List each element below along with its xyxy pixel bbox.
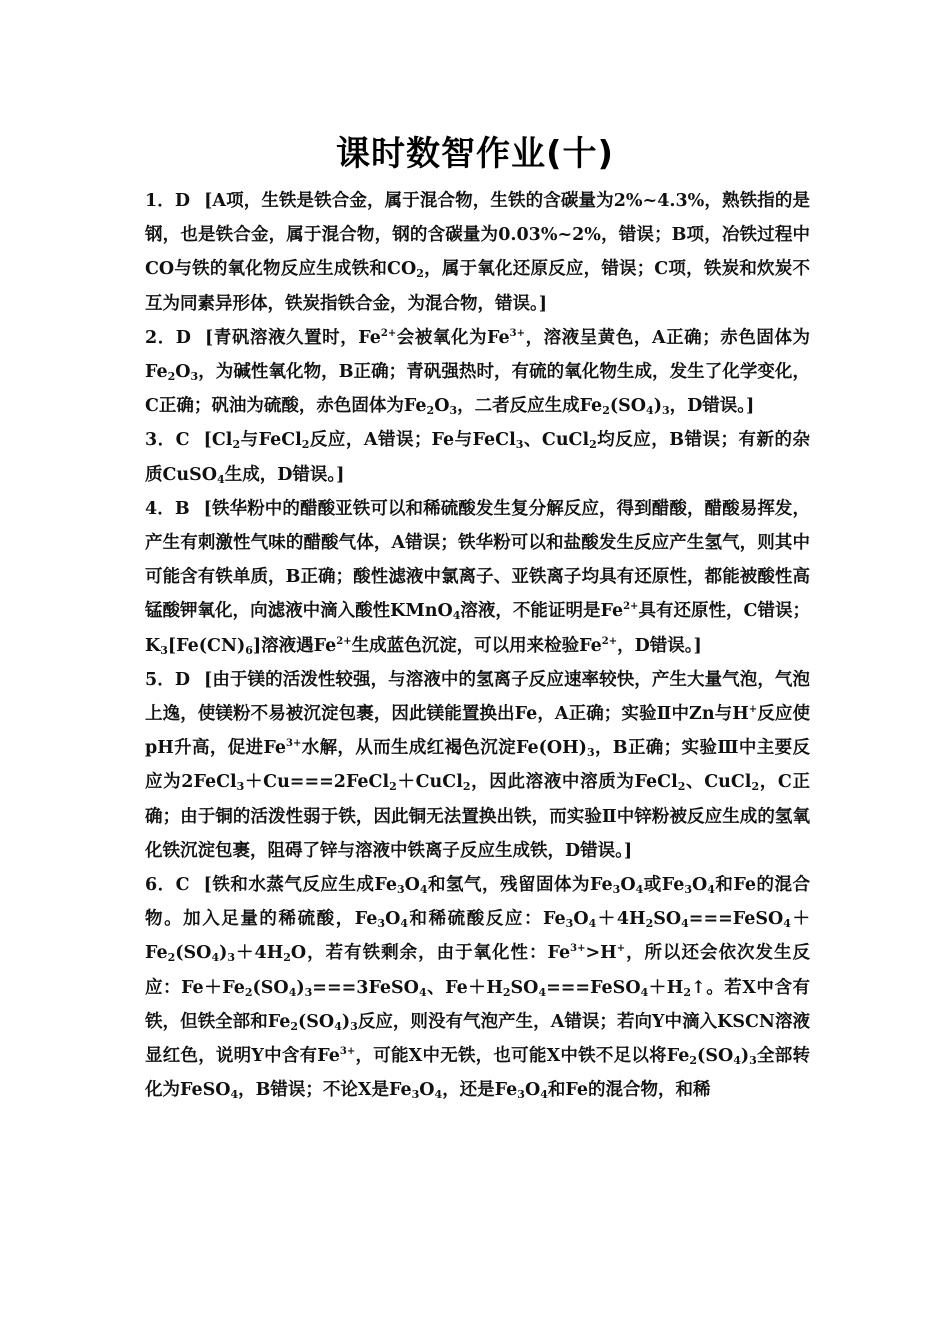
answer-text: (SO <box>609 396 647 417</box>
answer-number: 1．D <box>145 191 191 211</box>
answer-text: ) <box>219 943 228 964</box>
answer-text: 2 <box>167 370 176 384</box>
answer-text: 4 <box>646 404 654 418</box>
answer-number: 4．B <box>145 498 190 519</box>
answer-text: ＋4H <box>235 943 284 964</box>
answer-number: 5．D <box>145 669 191 690</box>
answer-text: 反应使pH升高，促进Fe <box>145 704 810 759</box>
answer-text: 3+ <box>509 327 526 339</box>
answer-text: 2 <box>389 780 397 794</box>
answer-text: O <box>175 362 191 383</box>
answer-text: 和氢气，残留固体为Fe <box>427 875 613 896</box>
answer-text: 2+ <box>380 327 397 339</box>
answer-text: 和Fe的混合物，和稀 <box>547 1080 711 1101</box>
answer-text: [Fe(CN) <box>167 635 246 656</box>
answer-number: 3．C <box>145 430 190 451</box>
answer-text: 4 <box>588 917 597 931</box>
answer-text: 反应，则没有气泡产生，A错误；若向Y中滴入KSCN溶液显红色，说明Y中含有Fe <box>145 1011 810 1067</box>
answer-text: 3 <box>160 643 168 657</box>
answer-text: O，若有铁剩余，由于氧化性：Fe <box>290 943 571 964</box>
answer-text: 、Fe＋H <box>426 977 503 998</box>
answer-text: 4 <box>288 985 297 999</box>
answer-text: 2 <box>244 985 253 999</box>
answer-text: 3 <box>190 370 199 384</box>
answer-text: 2 <box>677 780 686 794</box>
answer-text: 和稀硫酸反应：Fe <box>407 909 566 930</box>
answer-text: ===FeSO <box>688 909 784 930</box>
answer-text: 4 <box>452 609 461 623</box>
answer-text: ]溶液遇Fe <box>252 635 337 656</box>
answer-text: 3 <box>449 404 458 418</box>
answer-text: 2 <box>283 951 291 965</box>
answer-text: ，为碱性氧化物，B正确；青矾强热时，有硫的氧化物生成，发生了化学变化，C正确；矾油为硫酸，赤色固体为Fe <box>145 362 810 417</box>
answer-text: 2 <box>416 267 424 281</box>
answer-text: 2 <box>426 404 435 418</box>
answer-text: 与FeCl <box>240 430 302 451</box>
answer-text: 2 <box>301 438 310 452</box>
answer-text: 2 <box>602 404 610 418</box>
answer-text: 3 <box>565 917 574 931</box>
answer-text: 4 <box>419 883 428 897</box>
answer-text: ，所以还会依次发生反应：Fe＋Fe <box>145 943 810 998</box>
answer-text: 4 <box>681 917 689 931</box>
answer-text: ，C正确；由于铜的活泼性弱于铁，因此铜无法置换出铁，而实验Ⅱ中锌粉被反应生成的氢氧化铁沉淀包裹，阻碍了锌与溶液中铁离子反应生成铁，D错误。] <box>145 772 810 861</box>
answer-text: 和Fe的混合物。加入足量的稀硫酸，Fe <box>145 875 811 930</box>
answer-text: 3 <box>377 917 386 931</box>
answer-text: 3+ <box>286 738 302 750</box>
answer-text: 3 <box>515 438 524 452</box>
answer-text: 2 <box>751 780 760 794</box>
answer-text: 生成，D错误。] <box>224 464 345 485</box>
answer-text: 4 <box>783 917 791 931</box>
answer-text: ↑。若X中含有铁，但铁全部和Fe <box>145 977 810 1032</box>
answer-text: O <box>524 1080 541 1101</box>
answer-text: ，可能X中无铁，也可能X中铁不足以将Fe <box>355 1046 690 1067</box>
answer-text: 3 <box>350 1019 358 1033</box>
answer-text: [A项，生铁是铁合金，属于混合物，生铁的含碳量为2%~4.3%，熟铁指的是钢，也是铁合金，属于混合物，钢的含碳量为0.03%~2%，错误；B项，冶铁过程中CO与铁的氧化物反应生成铁和CO <box>145 191 810 280</box>
answer-text: ) <box>341 1011 351 1032</box>
answer-text: 、CuCl <box>523 430 590 451</box>
answer-text: 4 <box>217 472 225 486</box>
answer-text: 2 <box>232 438 241 452</box>
answer-text: 4 <box>733 1054 741 1068</box>
answer-text: 3+ <box>339 1046 356 1058</box>
answer-text: 4 <box>540 1088 548 1102</box>
answer-text: 反应，A错误；Fe与FeCl <box>309 430 516 451</box>
answer-text: 具有还原性，C错误；K <box>145 601 810 656</box>
answer-text: [青矾溶液久置时，Fe <box>204 327 381 348</box>
answer-text: ) <box>740 1046 750 1067</box>
answer-text: ) <box>653 396 662 417</box>
answer-text: 或Fe <box>643 875 685 896</box>
answer-text: 2 <box>167 951 176 965</box>
answer-text: 全部转化为FeSO <box>145 1046 811 1101</box>
answer-text: 2+ <box>336 635 352 647</box>
answer-item-3 <box>145 423 810 491</box>
answer-text: O <box>620 875 636 896</box>
page-title: 课时数智作业(十) <box>335 134 615 174</box>
answer-text: 4 <box>230 1088 239 1102</box>
answer-text: (SO <box>298 1011 335 1032</box>
answer-text: ，B错误；不论X是Fe <box>238 1080 412 1101</box>
answer-text: O <box>404 875 420 896</box>
answer-text: [铁华粉中的醋酸亚铁可以和稀硫酸发生复分解反应，得到醋酸，醋酸易挥发，产生有刺激性气味的醋酸气体，A错误；铁华粉可以和盐酸发生反应产生氢气，则其中可能含有铁单质，B正确；酸性滤液中氯离子、亚铁离子均具有还原性，都能被酸性高锰酸钾氧化，向滤液中滴入酸性KMnO <box>145 498 811 622</box>
answer-text: ＋Fe <box>145 909 810 964</box>
answer-text: 4 <box>418 985 427 999</box>
answer-text: (SO <box>252 977 289 998</box>
answer-text: 2 <box>502 985 511 999</box>
answer-text: 3+ <box>570 943 586 955</box>
answer-text: 水解，从而生成红褐色沉淀Fe(OH) <box>301 738 587 759</box>
answer-text: [由于镁的活泼性较强，与溶液中的氢离子反应速率较快，产生大量气泡，气泡上逸，使镁粉不易被沉淀包裹，因此镁能置换出Fe，A正确；实验Ⅱ中Zn与H <box>145 669 810 725</box>
answer-text: 、CuCl <box>685 772 752 793</box>
answer-text: 4 <box>538 985 547 999</box>
answer-text: 3 <box>227 951 236 965</box>
answer-text: O <box>419 1080 435 1101</box>
answer-item-6 <box>145 868 810 1107</box>
answer-text: 2 <box>462 780 471 794</box>
answer-text: O <box>692 875 708 896</box>
answer-text: (SO <box>175 943 212 964</box>
answer-text: 2 <box>589 438 597 452</box>
answer-text: ，属于氧化还原反应，错误；C项，铁炭和炊炭不互为同素异形体，铁炭指铁合金，为混合物，错误。] <box>145 259 810 314</box>
answer-text: 2 <box>683 985 692 999</box>
answer-text: 4 <box>434 1088 443 1102</box>
answer-text: >H <box>585 943 617 964</box>
answer-number: 6．C <box>145 875 190 896</box>
answer-text: + <box>616 943 626 955</box>
answer-text: (SO <box>697 1046 734 1067</box>
answer-text: ) <box>296 977 305 998</box>
answer-item-1 <box>145 184 810 321</box>
answer-item-5 <box>145 663 810 868</box>
answer-text: 2+ <box>623 601 639 613</box>
answer-text: ，因此溶液中溶质为FeCl <box>470 772 678 793</box>
answer-text: O <box>385 909 401 930</box>
answer-text: ＋H <box>648 977 684 998</box>
answer-text: 3 <box>304 985 313 999</box>
answer-item-2 <box>145 321 810 424</box>
answer-text: 3 <box>236 780 245 794</box>
answer-text: ，D错误。] <box>669 396 755 417</box>
answer-text: 2 <box>645 917 654 931</box>
answer-text: 会被氧化为Fe <box>396 327 510 348</box>
answer-list <box>145 184 810 1107</box>
answer-text: ＋CuCl <box>396 772 463 793</box>
answer-text: ＋4H <box>596 909 646 930</box>
answer-text: 3 <box>661 404 670 418</box>
answer-text: + <box>748 704 758 716</box>
answer-text: ，二者反应生成Fe <box>457 396 603 417</box>
answer-text: ，溶液呈黄色，A正确；赤色固体为Fe <box>145 327 811 383</box>
answer-text: 3 <box>586 746 595 760</box>
answer-text: ＋Cu===2FeCl <box>244 772 390 793</box>
answer-text: ，B正确；实验Ⅲ中主要反应为2FeCl <box>145 738 810 793</box>
answer-text: [铁和水蒸气反应生成Fe <box>203 875 397 896</box>
answer-text: ===FeSO <box>546 977 641 998</box>
answer-text: 3 <box>749 1054 757 1068</box>
answer-text: 2+ <box>601 635 618 647</box>
answer-item-4 <box>145 492 810 663</box>
answer-text: 3 <box>517 1088 525 1102</box>
answer-text: SO <box>653 909 682 930</box>
answer-text: 3 <box>612 883 621 897</box>
answer-text: O <box>434 396 450 417</box>
answer-text: 2 <box>290 1019 299 1033</box>
answer-text: 4 <box>640 985 649 999</box>
answer-text: 3 <box>397 883 405 897</box>
answer-text: 6 <box>245 643 253 657</box>
answer-text: SO <box>510 977 539 998</box>
answer-text: 3 <box>411 1088 420 1102</box>
answer-text: O <box>573 909 589 930</box>
answer-text: ===3FeSO <box>312 977 419 998</box>
answer-text: ，还是Fe <box>442 1080 518 1101</box>
answer-text: 4 <box>635 883 644 897</box>
answer-text: [Cl <box>203 430 233 451</box>
answer-text: 均反应，B错误；有新的杂质CuSO <box>145 430 810 485</box>
answer-text: ，D错误。] <box>617 635 702 656</box>
answer-text: 生成蓝色沉淀，可以用来检验Fe <box>351 635 602 656</box>
answer-text: 4 <box>707 883 715 897</box>
answer-text: 3 <box>684 883 692 897</box>
answer-number: 2．D <box>145 327 191 348</box>
answer-text: 2 <box>689 1054 698 1068</box>
answer-text: 4 <box>211 951 220 965</box>
answer-text: 溶液，不能证明是Fe <box>460 601 624 622</box>
answer-text: 4 <box>334 1019 342 1033</box>
answer-text: 4 <box>400 917 408 931</box>
